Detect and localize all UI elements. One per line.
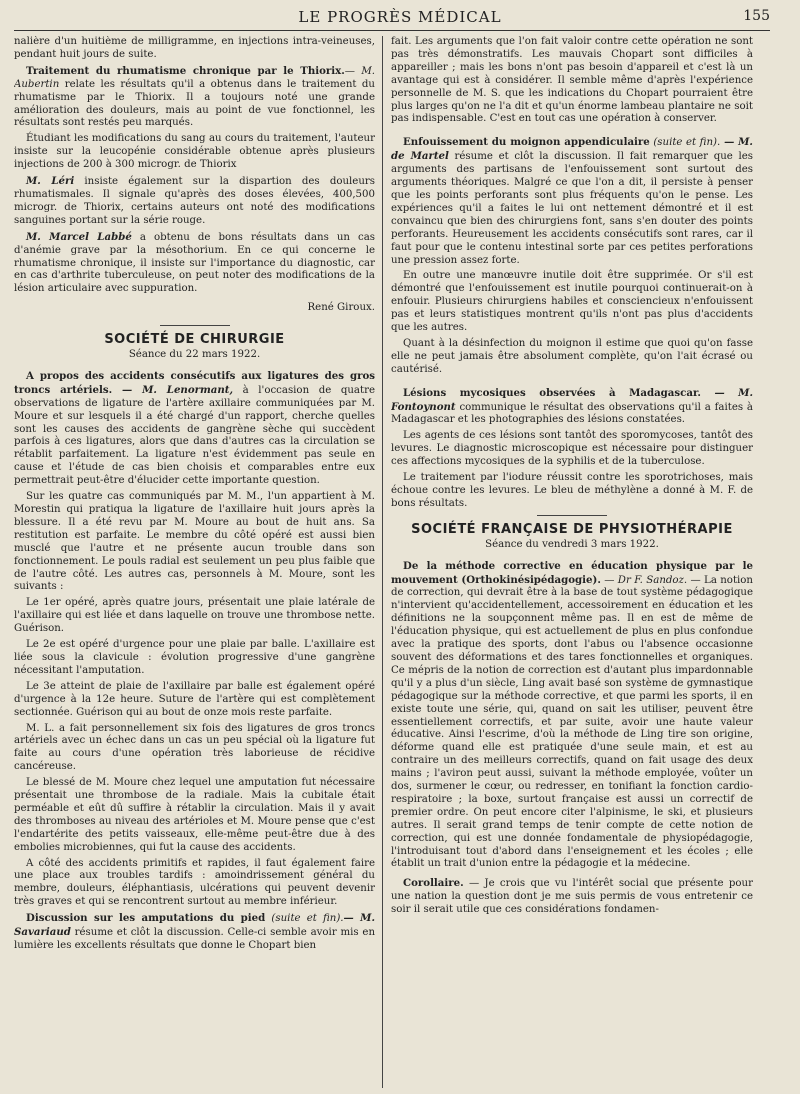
author: — M. Savariaud — [14, 912, 375, 939]
article-title: Enfouissement du moignon appendiculaire — [403, 136, 650, 149]
paragraph: M. L. a fait personnellement six fois des ligatures de gros troncs artériels avec un échec dans un cas un peu spécial où la ligature fut faite au cours d'une opération très laborieuse de récidive cancéreuse. — [14, 722, 375, 773]
paragraph: A propos des accidents consécutifs aux ligatures des gros troncs artériels. — M. Lenormant, à l'occasion de quatre observations de ligature de l'artère axillaire communiquées par M. Moure et sur lesquels il a été chargé d'un rapport, cherche quelles sont les causes des accidents de gangrène sèche qui succèdent parfois à ces ligatures, alors que dans d'autres cas la circulation se rétablit parfaitement. La ligature n'est évidemment pas seule en cause et l'étude de cas bien choisis et comparables entre eux permettrait peut-être d'élucider cette importante question. — [14, 369, 375, 487]
column-divider — [382, 36, 383, 1088]
page-header — [0, 4, 800, 30]
paragraph: Sur les quatre cas communiqués par M. M., l'un appartient à M. Morestin qui pratiqua la ligature de l'axillaire huit jours après la blessure. Il a été revu par M. Moure au bout de huit ans. Sa restitution est parfaite. Le membre du côté opéré est aussi bien musclé que l'autre et ne présente aucun trouble dans son fonctionnement. Le pouls radial est seulement un peu plus faible que de l'autre côté. Les autres cas, personnels à M. Moure, sont les suivants : — [14, 491, 375, 593]
article-title: A propos des accidents consécutifs aux ligatures des gros troncs artériels. — [14, 369, 375, 396]
author: — M. Lenormant, — [112, 383, 234, 396]
article-title: De la méthode corrective en éducation physique par le mouvement (Orthokinésipédagogie). — [391, 559, 753, 586]
paragraph: Enfouissement du moignon appendiculaire (suite et fin). — M. de Martel résume et clôt la discussion. Il fait remarquer que les arguments des partisans de l'enfouissement sont surtout des arguments théoriques. Malgré ce que l'on a dit, il persiste à penser que les points perforants sont plus fréquents qu'on le pense. Les expériences qu'il a faites le lui ont nettement démontré et il est convaincu que bien des chirurgiens font, sans s'en douter des points perforants. Heureusement les accidents consécutifs sont rares, car il faut pour que le contenu intestinal sorte par ces petites perforations une pression assez forte. — [391, 136, 753, 266]
paragraph: nalière d'un huitième de milligramme, en injections intra-veineuses, pendant huit jours de suite. — [14, 36, 375, 60]
paragraph: Le 3e atteint de plaie de l'axillaire par balle est également opéré d'urgence à la 12e heure. Suture de l'artère qui est complètement sectionnée. Guérison qui au bout de onze mois reste parfaite. — [14, 680, 375, 718]
paragraph: Les agents de ces lésions sont tantôt des sporomycoses, tantôt des levures. Le diagnostic microscopique est nécessaire pour distinguer ces affections mycosiques de la syphilis et de la tuberculose. — [391, 430, 753, 468]
section-title: SOCIÉTÉ DE CHIRURGIE — [104, 332, 285, 348]
section-rule — [537, 515, 607, 516]
paragraph: Traitement du rhumatisme chronique par le Thiorix.— M. Aubertin relate les résultats qu'il a obtenus dans le traitement du rhumatisme par le Thiorix. Il a toujours noté une grande amélioration des douleurs, mais au point de vue fonctionnel, les résultats sont restés peu marqués. — [14, 64, 375, 129]
author: M. Léri — [26, 175, 75, 188]
paragraph: En outre une manœuvre inutile doit être supprimée. Or s'il est démontré que l'enfouissement est inutile pourquoi continuerait-on à enfouir. Plusieurs chirurgiens habiles et consciencieux n'enfouissent pas et leurs statistiques montrent qu'ils n'ont pas plus d'accidents que les autres. — [391, 270, 753, 334]
paragraph: Discussion sur les amputations du pied (suite et fin).— M. Savariaud résume et clôt la discussion. Celle-ci semble avoir mis en lumière les excellents résultats que donne le Chopart bien — [14, 912, 375, 951]
section-rule — [160, 325, 230, 326]
section-title: SOCIÉTÉ FRANÇAISE DE PHYSIOTHÉRAPIE — [411, 521, 733, 537]
paragraph: M. Léri insiste également sur la dispartion des douleurs rhumatismales. Il signale qu'après des doses élevées, 400,500 microgr. de Thiorix, certains auteurs ont noté des modifications sanguines portant sur la série rouge. — [14, 175, 375, 226]
journal-title: LE PROGRÈS MÉDICAL — [298, 8, 502, 26]
paragraph: Corollaire. — Je crois que vu l'intérêt social que présente pour une nation la question dont je me suis permis de vous entretenir ce soir il serait utile que ces considérations fondamen- — [391, 877, 753, 916]
section-date: Séance du 22 mars 1922. — [128, 349, 261, 361]
paragraph: Quant à la désinfection du moignon il estime que quoi qu'on fasse elle ne peut jamais être absolument complète, qu'on l'ait écrasé ou cautérisé. — [391, 337, 753, 375]
paragraph: Le 1er opéré, après quatre jours, présentait une plaie latérale de l'axillaire qui est liée et dans laquelle on trouve une thrombose nette. Guérison. — [14, 597, 375, 635]
author: — M. Fontoynont — [391, 386, 753, 413]
paragraph: fait. Les arguments que l'on fait valoir contre cette opération ne sont pas très démonstratifs. Les mauvais Chopart sont difficiles à appareiller ; mais les bons n'ont pas besoin d'appareil et c'est là un avantage qui est à considérer. Il semble même d'après l'expérience personnelle de M. S. que les indications du Chopart pourraient être plus larges qu'on ne l'a dit et qu'un énorme lambeau plantaire ne soit pas indispensable. C'est en tout cas une opération à conserver. — [391, 36, 753, 125]
article-title: Lésions mycosiques observées à Madagascar. — [403, 386, 701, 399]
signature: René Giroux. — [307, 302, 375, 314]
paragraph: Lésions mycosiques observées à Madagascar. — M. Fontoynont communique le résultat des observations qu'il a faites à Madagascar et les photographies des lésions constatées. — [391, 386, 753, 426]
header-rule — [14, 30, 770, 31]
paragraph: De la méthode corrective en éducation physique par le mouvement (Orthokinésipédagogie). — Dr F. Sandoz. — La notion de correction, qui devrait être à la base de tout système pédagogique n'intervient qu'accidentellement, accessoirement en éducation et les définitions ne la soupçonnent même pas. Il en est de même de l'éducation physique, qui est actuellement de plus en plus confondue avec la pratique des sports, dont l'abus ou l'absence occasionne souvent des déformations et des tares fonctionnelles et organiques. Ce mépris de la notion de correction est d'autant plus impardonnable qu'il y a plus d'un siècle, Ling avait basé son système de gymnastique pédagogique sur la méthode corrective, et que parmi les sports, il en existe toute une série, qui, quand on sait les utiliser, peuvent être essentiellement correctifs, et par suite, avoir une haute valeur éducative. Ainsi l'escrime, d'où la méthode de Ling tire son origine, déforme quand elle est pratiquée d'une seule main, et est au contraire un des meilleurs correctifs, quand on fait usage des deux mains ; l'aviron peut aussi, suivant la méthode employée, voûter un dos, surmener le cœur, ou redresser, en tonifiant la fonction cardio-respiratoire ; la boxe, surtout française est aussi un correctif de premier ordre. On peut encore citer l'alpinisme, le ski, et plusieurs autres. Il serait grand temps de tenir compte de cette notion de correction, qui est une donnée fondamentale de physiopédagogie, l'introduisant tout d'abord dans l'enseignement et les écoles ; elle établit un trait d'union entre la pédagogie et la médecine. — [391, 559, 753, 870]
section-date: Séance du vendredi 3 mars 1922. — [485, 538, 659, 550]
author: — Dr F. Sandoz. — [600, 574, 688, 586]
paragraph: Le blessé de M. Moure chez lequel une amputation fut nécessaire présentait une thrombose de la radiale. Mais la cubitale était perméable et eût dû suffire à rétablir la circulation. Mais il y avait des thromboses au niveau des artérioles et M. Moure pense que c'est l'endartérite des petits vaisseaux, elle-même peut-être due à des embolies microbiennes, qui fut la cause des accidents. — [14, 777, 375, 853]
article-title: Traitement du rhumatisme chronique par le Thiorix. — [26, 64, 345, 77]
paragraph: Le traitement par l'iodure réussit contre les sporotrichoses, mais échoue contre les levures. Le bleu de méthylène a donné à M. F. de bons résultats. — [391, 472, 753, 509]
paragraph: Le 2e est opéré d'urgence pour une plaie par balle. L'axillaire est liée sous la clavicule : évolution progressive d'une gangrène nécessitant l'amputation. — [14, 639, 375, 676]
paragraph: A côté des accidents primitifs et rapides, il faut également faire une place aux troubles tardifs : amoindrissement général du membre, douleurs, éléphantiasis, ulcérations qui peuvent devenir très graves et qui se rencontrent surtout au membre inférieur. — [14, 857, 375, 908]
paragraph: Étudiant les modifications du sang au cours du traitement, l'auteur insiste sur la leucopénie considérable obtenue après plusieurs injections de 200 à 300 microgr. de Thiorix — [14, 133, 375, 171]
page-number: 155 — [743, 8, 770, 24]
article-title: Discussion sur les amputations du pied — [26, 912, 266, 925]
author: — M. Aubertin — [14, 65, 375, 90]
author: M. Marcel Labbé — [26, 230, 132, 243]
article-title: Corollaire. — [403, 877, 464, 890]
left-column — [14, 36, 375, 1092]
paragraph: M. Marcel Labbé a obtenu de bons résultats dans un cas d'anémie grave par la mésothorium. En ce qui concerne le rhumatisme chronique, il insiste sur l'importance du diagnostic, car en cas d'arthrite tuberculeuse, on peut noter des modifications de la lésion articulaire avec suppuration. — [14, 230, 375, 295]
right-column — [391, 36, 753, 1092]
author: — M. de Martel — [391, 136, 753, 163]
